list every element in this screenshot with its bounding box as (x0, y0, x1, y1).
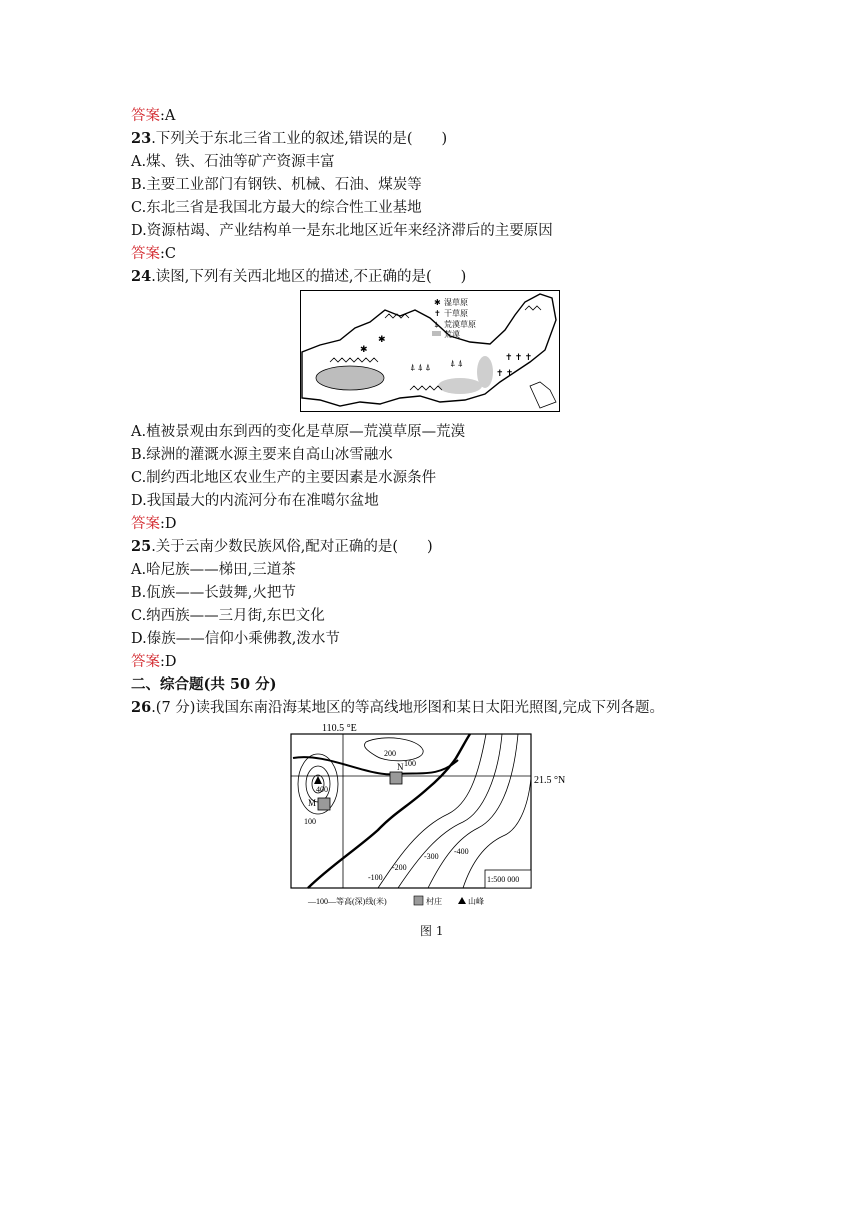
contour-label: 200 (384, 749, 396, 758)
contour-label: 100 (404, 759, 416, 768)
latitude-label: 21.5 °N (534, 775, 566, 786)
scale-label: 1:500 000 (487, 875, 520, 884)
legend-peak: 山峰 (468, 897, 484, 906)
question-text: .(7 分)读我国东南沿海某地区的等高线地形图和某日太阳光照图,完成下列各题。 (151, 700, 665, 716)
answer-23 (131, 244, 176, 264)
answer-value: :D (160, 654, 177, 670)
answer-22 (131, 106, 175, 126)
svg-text:✱: ✱ (434, 298, 441, 307)
question-26-stem (131, 698, 664, 718)
legend-desert: 荒漠 (444, 330, 460, 339)
svg-text:⍋: ⍋ (434, 320, 439, 329)
option-a: A.植被景观由东到西的变化是草原—荒漠草原—荒漠 (131, 424, 466, 440)
option-d: D.傣族——信仰小乘佛教,泼水节 (131, 631, 340, 647)
answer-value: :D (160, 516, 177, 532)
legend-contour: —100—等高(深)线(米) (308, 897, 387, 906)
option-a: A.煤、铁、石油等矿产资源丰富 (131, 154, 335, 170)
question-24-stem (131, 267, 466, 287)
question-number: 25 (131, 538, 152, 555)
northwest-vegetation-map (300, 290, 560, 412)
question-text: .读图,下列有关西北地区的描述,不正确的是( ) (151, 269, 467, 285)
answer-label: 答案 (131, 246, 160, 262)
contour-label: -300 (424, 852, 439, 861)
option-d: D.我国最大的内流河分布在准噶尔盆地 (131, 493, 379, 509)
answer-label: 答案 (131, 654, 160, 670)
contour-label: 100 (304, 817, 316, 826)
question-number: 26 (131, 699, 152, 716)
svg-text:✝ ✝: ✝ ✝ (496, 368, 514, 378)
legend-wet-grassland: 湿草原 (444, 298, 468, 307)
option-c: C.东北三省是我国北方最大的综合性工业基地 (131, 200, 422, 216)
svg-text:⍋ ⍋: ⍋ ⍋ (450, 358, 464, 368)
contour-map (288, 718, 572, 910)
point-n: N (397, 762, 404, 772)
legend-village: 村庄 (426, 897, 442, 906)
answer-label: 答案 (131, 108, 160, 124)
svg-text:✱: ✱ (378, 334, 386, 344)
contour-label: -400 (454, 847, 469, 856)
question-25-stem (131, 537, 433, 557)
answer-value: :C (160, 246, 176, 262)
option-b: B.主要工业部门有钢铁、机械、石油、煤炭等 (131, 177, 422, 193)
question-text: .下列关于东北三省工业的叙述,错误的是( ) (151, 131, 448, 147)
figure-caption: 图 1 (420, 924, 444, 938)
answer-25 (131, 652, 177, 672)
point-m: M (308, 798, 317, 808)
option-b: B.佤族——长鼓舞,火把节 (131, 585, 296, 601)
longitude-label: 110.5 °E (322, 723, 357, 734)
svg-text:✝ ✝ ✝: ✝ ✝ ✝ (505, 352, 533, 362)
contour-label: -200 (392, 863, 407, 872)
contour-label: 400 (316, 785, 328, 794)
svg-text:⍋ ⍋ ⍋: ⍋ ⍋ ⍋ (410, 362, 431, 372)
legend-dry-grassland: 干草原 (444, 309, 468, 318)
option-d: D.资源枯竭、产业结构单一是东北地区近年来经济滞后的主要原因 (131, 223, 553, 239)
option-c: C.制约西北地区农业生产的主要因素是水源条件 (131, 470, 437, 486)
question-text: .关于云南少数民族风俗,配对正确的是( ) (151, 539, 433, 555)
answer-24 (131, 514, 177, 534)
answer-value: :A (160, 108, 176, 124)
question-number: 24 (131, 268, 152, 285)
question-number: 23 (131, 130, 152, 147)
option-b: B.绿洲的灌溉水源主要来自高山冰雪融水 (131, 447, 393, 463)
option-a: A.哈尼族——梯田,三道茶 (131, 562, 296, 578)
answer-label: 答案 (131, 516, 160, 532)
legend-desert-grassland: 荒漠草原 (444, 320, 476, 329)
svg-text:✝: ✝ (434, 309, 441, 318)
contour-label: -100 (368, 873, 383, 882)
svg-text:✱: ✱ (360, 344, 368, 354)
option-c: C.纳西族——三月街,东巴文化 (131, 608, 325, 624)
section-heading: 二、综合题(共 50 分) (131, 676, 277, 693)
question-23-stem (131, 129, 447, 149)
